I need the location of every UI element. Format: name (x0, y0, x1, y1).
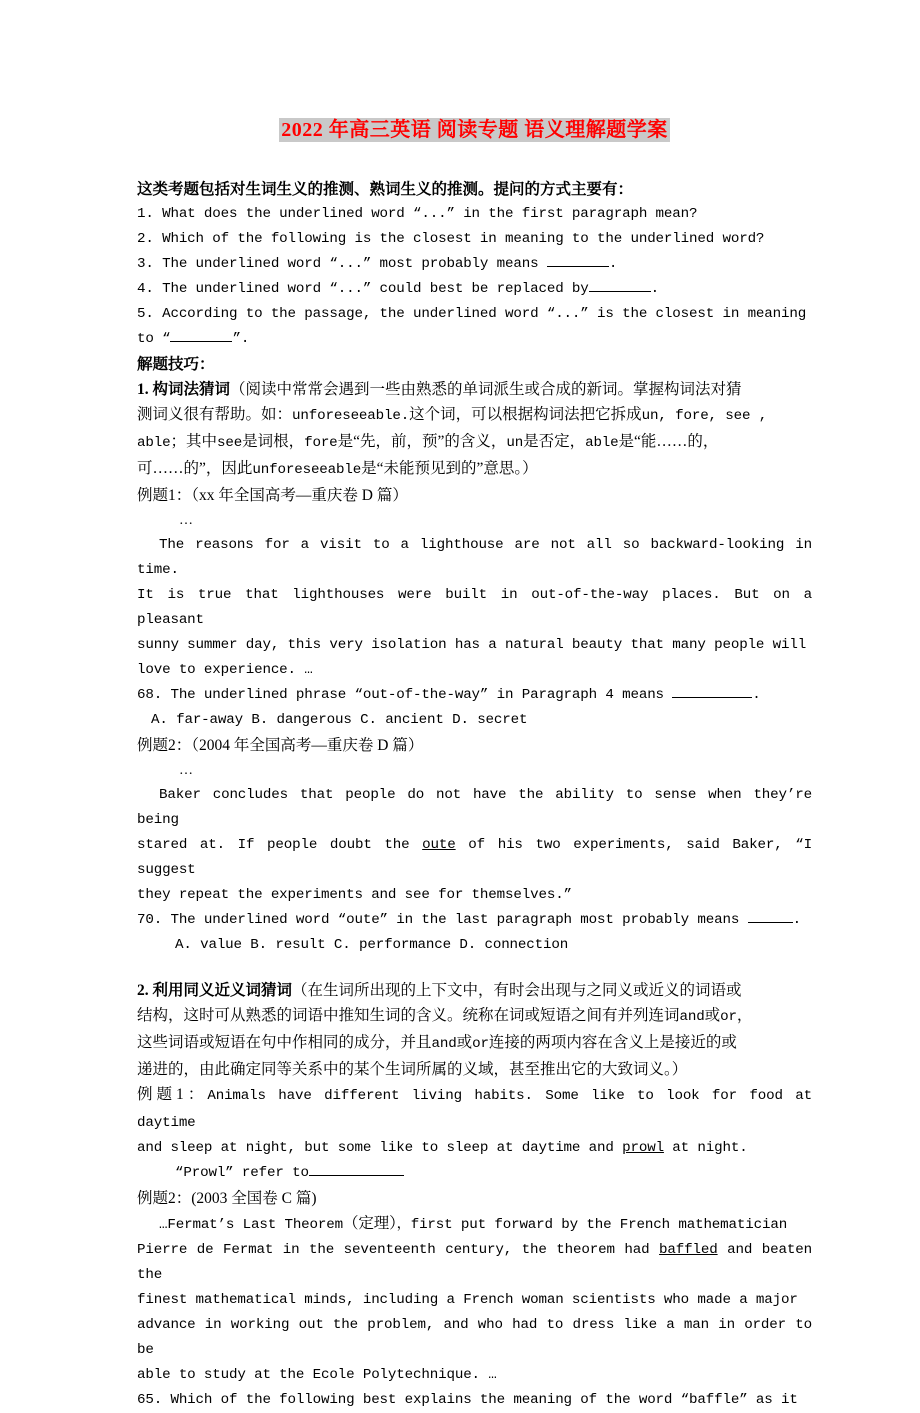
section-2-body-4: 递进的，由此确定同等关系中的某个生词所属的义域，甚至推出它的大致词义。） (137, 1061, 688, 1078)
s2-l3-d: or (472, 1036, 489, 1052)
underlined-word-oute: oute (422, 837, 456, 853)
intro-question-4-tail: . (650, 281, 660, 297)
underlined-word-prowl: prowl (622, 1140, 664, 1156)
intro-question-4-text: 4. The underlined word “...” could best be replaced by (137, 281, 589, 297)
section-2-number: 2. (137, 982, 149, 999)
section-1-ellipsis-2: … (179, 763, 194, 778)
section-2-paren: （ (292, 982, 308, 999)
section-2-body-3 (137, 1030, 812, 1057)
s2-l2-e: ， (736, 1007, 753, 1024)
s2-l2-c: 或 (704, 1007, 721, 1024)
section-1-passage-line-1: The reasons for a visit to a lighthouse are not all so backward-looking in time. (137, 537, 812, 578)
s1-l3-b: ；其中 (170, 433, 217, 450)
s2-l3-e: 连接的两项内容在含义上是接近的或 (488, 1034, 737, 1051)
section-1-passage-line-3: sunny summer day, this very isolation has a natural beauty that many people will (137, 637, 807, 653)
s1-l2-c: 这个词，可以根据构词法把它拆成 (409, 406, 642, 423)
section-1-passage2-line-3: they repeat the experiments and see for themselves.” (137, 887, 572, 903)
section-1-number: 1. (137, 381, 149, 398)
section-1-body-1: 阅读中常常会遇到一些由熟悉的单词派生或合成的新词。掌握构词法对猜 (245, 381, 742, 398)
s2-l2-d: or (720, 1009, 737, 1025)
section-1-body-3 (137, 429, 812, 456)
s2-l2-b: and (679, 1009, 705, 1025)
section-2-passage-line-1 (137, 1211, 812, 1238)
section-2-body-2 (137, 1003, 812, 1030)
section-spacer (137, 958, 812, 978)
section-1-passage-line-4: love to experience. … (137, 662, 313, 678)
section-1-example-1-label: 例题1：（xx 年全国高考—重庆卷 D 篇） (137, 487, 408, 504)
s1-l3-j: 是“能……的， (618, 433, 719, 450)
intro-question-4 (137, 277, 812, 302)
section-2-passage-line-2 (137, 1238, 812, 1288)
s2-l2-a: 结构，这时可从熟悉的词语中推知生词的含义。统称在词或短语之间有并列连词 (137, 1007, 680, 1024)
s2-l3-a: 这些词语或短语在句中作相同的成分，并且 (137, 1034, 432, 1051)
underlined-word-baffled: baffled (659, 1242, 718, 1258)
fill-blank (547, 266, 609, 267)
intro-question-5-cont-text: to “ (137, 331, 171, 347)
section-1-passage2-line-2 (137, 833, 812, 883)
s2-ex1-text: Animals have different living habits. Some like to look for food at daytime (137, 1088, 812, 1131)
s1-l2-b: unforeseeable. (292, 408, 410, 424)
section-2-passage-line-5: able to study at the Ecole Polytechnique. … (137, 1367, 497, 1383)
s1-l4-c: 是“未能预见到的”意思。） (361, 460, 538, 477)
section-1-example-2-label: 例题2：（2004 年全国高考—重庆卷 D 篇） (137, 737, 424, 754)
section-1-question-68 (137, 683, 812, 708)
s2-pa-post: ，first put forward by the French mathematician (396, 1217, 788, 1233)
skills-heading: 解题技巧： (137, 356, 215, 373)
section-2-example-1-cont (137, 1136, 812, 1161)
section-2-title: 利用同义近义词猜词 (152, 982, 293, 999)
section-1-heading (137, 377, 812, 402)
intro-question-2: 2. Which of the following is the closest in meaning to the underlined word? (137, 231, 765, 247)
section-2-example-1 (137, 1082, 812, 1136)
fill-blank (748, 922, 793, 923)
s1-l3-d: 是词根， (242, 433, 305, 450)
s1-l3-h: 是否定， (523, 433, 586, 450)
section-2-example-2-label: 例题2：(2003 全国卷 C 篇) (137, 1190, 317, 1207)
s1-l3-c: see (216, 435, 243, 451)
s2-l3-b: and (431, 1036, 457, 1052)
q68-tail: . (752, 687, 761, 703)
s2-ex1-label: 例题1： (137, 1086, 208, 1103)
intro-question-5-cont (137, 327, 812, 352)
section-2-prowl-question (137, 1161, 812, 1186)
intro-heading: 这类考题包括对生词生义的推测、熟词生义的推测。提问的方式主要有： (137, 181, 634, 198)
intro-question-5: 5. According to the passage, the underlined word “...” is the closest in meaning (137, 306, 807, 322)
section-1-question-70 (137, 908, 812, 933)
s2-pb-pre: Pierre de Fermat in the seventeenth century, the theorem had (137, 1242, 660, 1258)
section-2-passage-line-3: finest mathematical minds, including a French woman scientists who made a major (137, 1292, 798, 1308)
s2-pb-post: and beaten the (137, 1242, 812, 1283)
section-1-ellipsis-1: … (179, 513, 194, 528)
section-2-body-1: 在生词所出现的上下文中，有时会出现与之同义或近义的词语或 (307, 982, 742, 999)
s1-l3-i: able (585, 435, 619, 451)
section-1-body-4 (137, 456, 812, 483)
section-1-title: 构词法猜词 (152, 381, 231, 398)
s1-l3-f: 是“先，前，预”的含义， (337, 433, 507, 450)
p2b-pre: stared at. If people doubt the (137, 837, 423, 853)
section-1-paren: （ (230, 381, 246, 398)
section-1-options-68: A. far-away B. dangerous C. ancient D. secret (151, 712, 528, 728)
q70-tail: . (792, 912, 801, 928)
section-1-options-70: A. value B. result C. performance D. connection (175, 937, 569, 953)
section-1-passage-line-2: It is true that lighthouses were built in out-of-the-way places. But on a pleasant (137, 587, 812, 628)
intro-question-3-tail: . (608, 256, 618, 272)
intro-question-3 (137, 252, 812, 277)
s2-l3-c: 或 (456, 1034, 473, 1051)
s1-l3-a: able (137, 435, 171, 451)
s1-l2-a: 测词义很有帮助。如： (137, 406, 293, 423)
section-2-passage-line-4: advance in working out the problem, and who had to dress like a man in order to be (137, 1317, 812, 1358)
s2-pa-zh: （定理） (343, 1215, 397, 1232)
s1-l2-d: un, fore, see , (641, 408, 768, 424)
s1-l3-e: fore (304, 435, 338, 451)
fill-blank (672, 697, 752, 698)
s1-l4-a: 可……的”，因此 (137, 460, 253, 477)
section-1-passage2-line-1: Baker concludes that people do not have the ability to sense when they’re being (137, 787, 812, 828)
section-2-question-65: 65. Which of the following best explains the meaning of the word “baffle” as it (137, 1392, 798, 1408)
q70-text: 70. The underlined word “oute” in the last paragraph most probably means (137, 912, 748, 928)
intro-question-1: 1. What does the underlined word “...” in the first paragraph mean? (137, 206, 698, 222)
prowl-q-text: “Prowl” refer to (175, 1165, 309, 1181)
s1-l4-b: unforeseeable (252, 462, 362, 478)
p2b-post: of his two experiments, said Baker, “I suggest (137, 837, 812, 878)
intro-question-3-text: 3. The underlined word “...” most probably means (137, 256, 547, 272)
section-2-heading (137, 978, 812, 1003)
page-title (137, 118, 812, 143)
q68-text: 68. The underlined phrase “out-of-the-way” in Paragraph 4 means (137, 687, 673, 703)
intro-question-5-tail: ”. (232, 331, 250, 347)
fill-blank (309, 1175, 404, 1176)
s2-ex1b-post: at night. (663, 1140, 748, 1156)
s2-ex1b-pre: and sleep at night, but some like to sleep at daytime and (137, 1140, 623, 1156)
section-1-body-2 (137, 402, 812, 429)
page-title-text: 2022 年高三英语 阅读专题 语义理解题学案 (281, 119, 668, 141)
fill-blank (170, 341, 232, 342)
fill-blank (589, 291, 651, 292)
s1-l3-g: un (506, 435, 524, 451)
s2-pa-pre: …Fermat’s Last Theorem (159, 1217, 344, 1233)
